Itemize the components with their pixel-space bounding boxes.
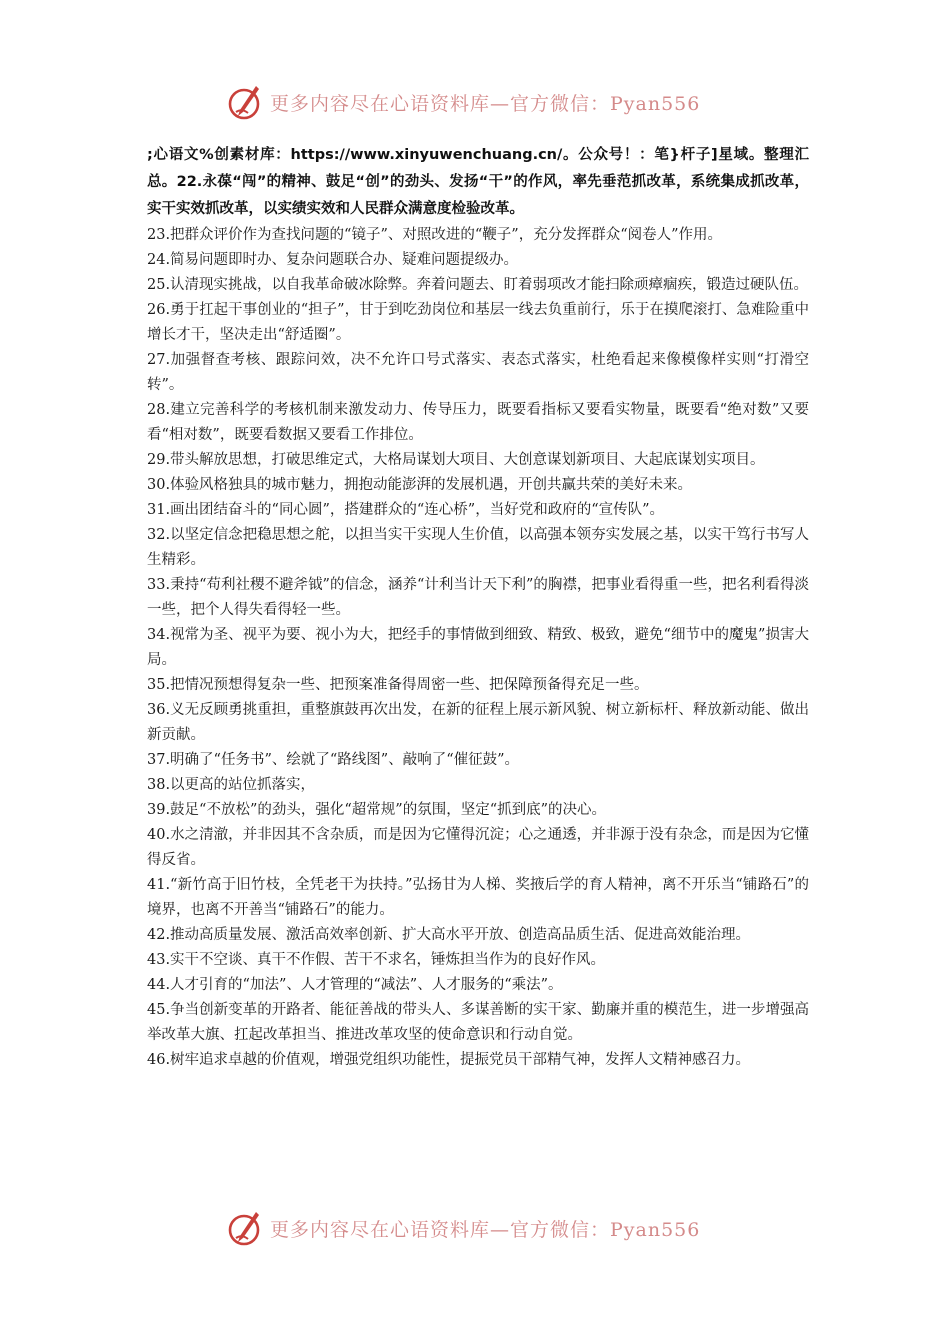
list-item: 31.画出团结奋斗的“同心圆”，搭建群众的“连心桥”，当好党和政府的“宣传队”。 — [147, 502, 665, 518]
list-item: 42.推动高质量发展、激活高效率创新、扩大高水平开放、创造高品质生活、促进高效能治理。 — [147, 927, 751, 943]
list-item: 38.以更高的站位抓落实， — [147, 777, 316, 793]
footer-banner — [226, 1208, 746, 1248]
list-item: 30.体验风格独具的城市魅力，拥抱动能澎湃的发展机遇，开创共赢共荣的美好未来。 — [147, 477, 693, 493]
list-item: 32.以坚定信念把稳思想之舵，以担当实干实现人生价值，以高强本领夯实发展之基，以实干笃行书写人生精彩。 — [147, 527, 809, 568]
list-item: 25.认清现实挑战，以自我革命破冰除弊。奔着问题去、盯着弱项改才能扫除顽瘴痼疾，锻造过硬队伍。 — [147, 277, 809, 293]
list-item: 29.带头解放思想，打破思维定式，大格局谋划大项目、大创意谋划新项目、大起底谋划实项目。 — [147, 452, 765, 468]
intro-paragraph: ;心语文%创素材库：https://www.xinyuwenchuang.cn/。公众号！：笔}杆子]星域。整理汇总。22.永葆“闯”的精神、鼓足“创”的劲头、发扬“干”的作风，率先垂范抓改革，系统集成抓改革，实干实效抓改革，以实绩实效和人民群众满意度检验改革。 — [147, 147, 809, 217]
item-list — [147, 223, 809, 1073]
list-item: 43.实干不空谈、真干不作假、苦干不求名，锤炼担当作为的良好作风。 — [147, 952, 606, 968]
list-item: 46.树牢追求卓越的价值观，增强党组织功能性，提振党员干部精气神，发挥人文精神感召力。 — [147, 1052, 751, 1068]
list-item: 35.把情况预想得复杂一些、把预案准备得周密一些、把保障预备得充足一些。 — [147, 677, 649, 693]
list-item: 23.把群众评价作为查找问题的“镜子”、对照改进的“鞭子”，充分发挥群众“阅卷人”作用。 — [147, 227, 723, 243]
list-item: 24.简易问题即时办、复杂问题联合办、疑难问题提级办。 — [147, 252, 519, 268]
list-item: 41.“新竹高于旧竹枝，全凭老干为扶持。”弘扬甘为人梯、奖掖后学的育人精神，离不开乐当“铺路石”的境界，也离不开善当“铺路石”的能力。 — [147, 877, 809, 918]
header-banner — [226, 82, 746, 122]
pen-logo-icon — [226, 82, 266, 122]
pen-logo-icon — [226, 1208, 266, 1248]
list-item: 27.加强督查考核、跟踪问效，决不允许口号式落实、表态式落实，杜绝看起来像模像样实则“打滑空转”。 — [147, 352, 809, 393]
list-item: 44.人才引育的“加法”、人才管理的“减法”、人才服务的“乘法”。 — [147, 977, 563, 993]
list-item: 26.勇于扛起干事创业的“担子”，甘于到吃劲岗位和基层一线去负重前行，乐于在摸爬滚打、急难险重中增长才干，坚决走出“舒适圈”。 — [147, 302, 809, 343]
list-item: 37.明确了“任务书”、绘就了“路线图”、敲响了“催征鼓”。 — [147, 752, 520, 768]
list-item: 45.争当创新变革的开路者、能征善战的带头人、多谋善断的实干家、勤廉并重的模范生，进一步增强高举改革大旗、扛起改革担当、推进改革攻坚的使命意识和行动自觉。 — [147, 1002, 809, 1043]
list-item: 36.义无反顾勇挑重担，重整旗鼓再次出发，在新的征程上展示新风貌、树立新标杆、释放新动能、做出新贡献。 — [147, 702, 809, 743]
document-body — [147, 142, 809, 1073]
header-banner-text: 更多内容尽在心语资料库—官方微信：Pyan556 — [270, 92, 701, 115]
footer-banner-text: 更多内容尽在心语资料库—官方微信：Pyan556 — [270, 1218, 701, 1241]
list-item: 28.建立完善科学的考核机制来激发动力、传导压力，既要看指标又要看实物量，既要看“绝对数”又要看“相对数”，既要看数据又要看工作排位。 — [147, 402, 809, 443]
list-item: 34.视常为圣、视平为要、视小为大，把经手的事情做到细致、精致、极致，避免“细节中的魔鬼”损害大局。 — [147, 627, 809, 668]
list-item: 33.秉持“苟利社稷不避斧钺”的信念，涵养“计利当计天下利”的胸襟，把事业看得重一些，把名利看得淡一些，把个人得失看得轻一些。 — [147, 577, 809, 618]
list-item: 40.水之清澈，并非因其不含杂质，而是因为它懂得沉淀；心之通透，并非源于没有杂念，而是因为它懂得反省。 — [147, 827, 809, 868]
list-item: 39.鼓足“不放松”的劲头，强化“超常规”的氛围，坚定“抓到底”的决心。 — [147, 802, 607, 818]
